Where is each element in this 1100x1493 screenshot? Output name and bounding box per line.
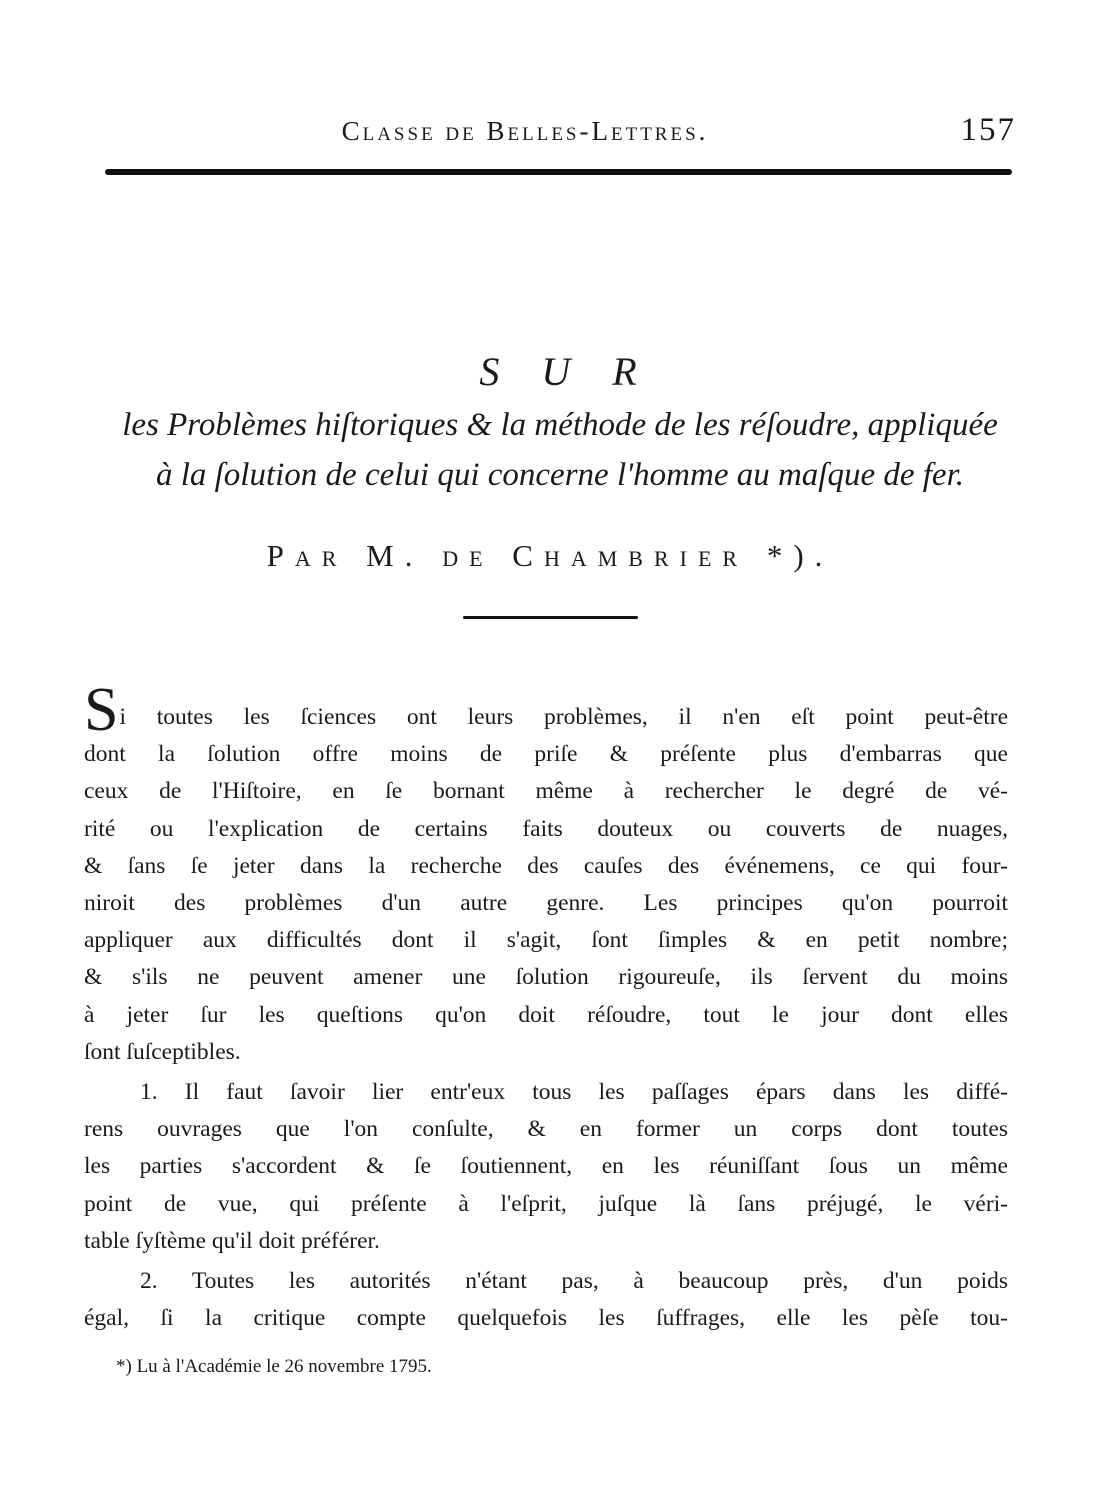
footnote-marker: *). xyxy=(766,538,834,573)
paragraph-point-1 xyxy=(84,1074,1008,1260)
text-line: rité ou l'explication de certains faits douteux ou couverts de nuages, xyxy=(84,815,1008,842)
author-name: Par M. de Chambrier xyxy=(266,538,749,573)
article-subtitle-line-1: les Problèmes hiſtoriques & la méthode de les réſoudre, appliquée xyxy=(122,407,998,443)
text-line: appliquer aux difficultés dont il s'agit, ſont ſimples & en petit nombre; xyxy=(84,927,1008,954)
text-line: niroit des problèmes d'un autre genre. Les principes qu'on pourroit xyxy=(84,890,1008,917)
running-title: Classe de Belles-Lettres. xyxy=(341,116,709,146)
text-line: table ſyſtème qu'il doit préférer. xyxy=(84,1227,380,1254)
body-text xyxy=(84,676,1008,1340)
drop-cap: S xyxy=(84,676,119,744)
ornamental-rule xyxy=(463,616,638,619)
text-line-content: i toutes les ſciences ont leurs problèmes, il n'en eſt point peut-être xyxy=(119,704,1008,730)
text-line: point de vue, qui préſente à l'eſprit, juſque là ſans préjugé, le véri- xyxy=(84,1190,1008,1217)
paragraph-point-2 xyxy=(84,1263,1008,1337)
paragraph-intro xyxy=(84,676,1008,1071)
page-number: 157 xyxy=(960,112,1016,148)
text-line: & s'ils ne peuvent amener une ſolution rigoureuſe, ils ſervent du moins xyxy=(84,964,1008,991)
byline xyxy=(0,538,1100,574)
text-line: 2. Toutes les autorités n'étant pas, à beaucoup près, d'un poids xyxy=(140,1268,1008,1295)
running-head xyxy=(105,112,1016,152)
footnote: *) Lu à l'Académie le 26 novembre 1795. xyxy=(116,1356,432,1377)
text-line xyxy=(84,676,1008,744)
header-rule xyxy=(105,169,1012,175)
text-line: les parties s'accordent & ſe ſoutiennent, en les réuniſſant ſous un même xyxy=(84,1153,1008,1180)
text-line: à jeter ſur les queſtions qu'on doit réſoudre, tout le jour dont elles xyxy=(84,1001,1008,1028)
text-line: 1. Il faut ſavoir lier entr'eux tous les paſſages épars dans les diffé- xyxy=(140,1079,1008,1106)
text-line: & ſans ſe jeter dans la recherche des cauſes des événemens, ce qui four- xyxy=(84,852,1008,879)
text-line: rens ouvrages que l'on conſulte, & en former un corps dont toutes xyxy=(84,1116,1008,1143)
text-line: dont la ſolution offre moins de priſe & préſente plus d'embarras que xyxy=(84,741,1008,768)
article-title: S U R xyxy=(479,349,653,394)
text-line: ſont ſuſceptibles. xyxy=(84,1038,241,1065)
text-line: égal, ſi la critique compte quelquefois les ſuffrages, elle les pèſe tou- xyxy=(84,1305,1008,1332)
text-line: ceux de l'Hiſtoire, en ſe bornant même à rechercher le degré de vé- xyxy=(84,778,1008,805)
article-subtitle-line-2: à la ſolution de celui qui concerne l'homme au maſque de fer. xyxy=(155,457,965,493)
